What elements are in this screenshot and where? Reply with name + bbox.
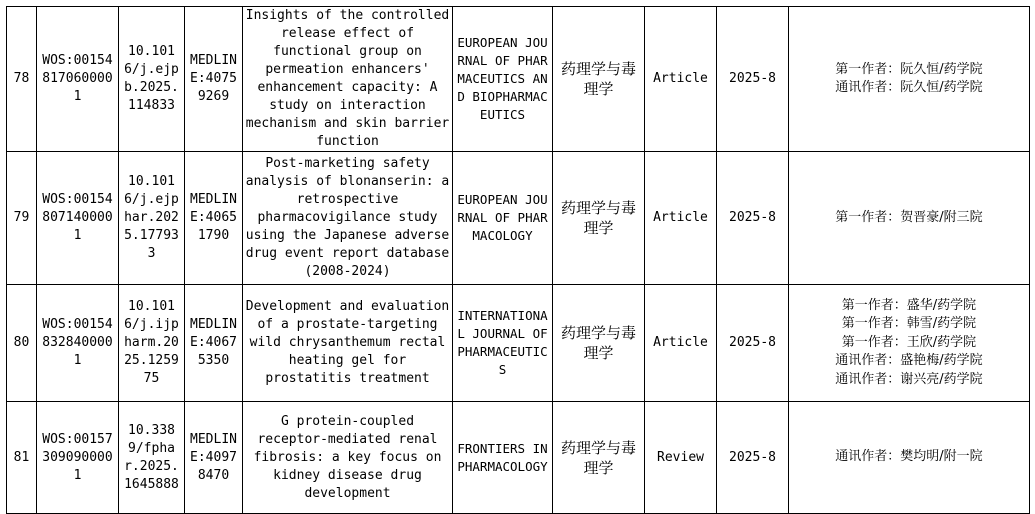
paper-title: G protein-coupled receptor-mediated renal fibrosis: a key focus on kidney disease drug development bbox=[243, 402, 453, 514]
document-type: Article bbox=[645, 285, 717, 402]
paper-title: Post-marketing safety analysis of blonanserin: a retrospective pharmacovigilance study using the Japanese adverse drug event report database (2008-2024) bbox=[243, 152, 453, 285]
publication-date: 2025-8 bbox=[717, 402, 789, 514]
doi: 10.1016/j.ejpb.2025.114833 bbox=[119, 7, 185, 152]
row-number: 81 bbox=[7, 402, 37, 514]
publication-date: 2025-8 bbox=[717, 285, 789, 402]
author-line: 通讯作者：阮久恒/药学院 bbox=[835, 80, 983, 95]
row-number: 78 bbox=[7, 7, 37, 152]
author-list bbox=[789, 7, 1030, 152]
paper-title: Development and evaluation of a prostate-targeting wild chrysanthemum rectal heating gel for prostatitis treatment bbox=[243, 285, 453, 402]
wos-id: WOS:001548071400001 bbox=[37, 152, 119, 285]
author-line: 通讯作者：盛艳梅/药学院 bbox=[835, 353, 983, 369]
author-line: 第一作者：阮久恒/药学院 bbox=[835, 61, 983, 77]
publication-date: 2025-8 bbox=[717, 7, 789, 152]
author-line: 第一作者：贺晋豪/附三院 bbox=[835, 209, 983, 225]
journal-name: FRONTIERS IN PHARMACOLOGY bbox=[453, 402, 553, 514]
wos-id: WOS:001548328400001 bbox=[37, 285, 119, 402]
medline-id: MEDLINE:40651790 bbox=[185, 152, 243, 285]
table-row bbox=[7, 152, 1030, 285]
author-line: 第一作者：韩雪/药学院 bbox=[841, 316, 977, 332]
subject-category: 药理学与毒理学 bbox=[553, 7, 645, 152]
journal-name: INTERNATIONAL JOURNAL OF PHARMACEUTICS bbox=[453, 285, 553, 402]
publication-date: 2025-8 bbox=[717, 152, 789, 285]
author-list bbox=[789, 152, 1030, 285]
document-type: Review bbox=[645, 402, 717, 514]
medline-id: MEDLINE:40675350 bbox=[185, 285, 243, 402]
author-line: 第一作者：王欣/药学院 bbox=[841, 334, 977, 350]
author-line: 通讯作者：樊均明/附一院 bbox=[835, 449, 983, 465]
medline-id: MEDLINE:40759269 bbox=[185, 7, 243, 152]
author-list bbox=[789, 402, 1030, 514]
medline-id: MEDLINE:40978470 bbox=[185, 402, 243, 514]
table-row bbox=[7, 285, 1030, 402]
author-line: 通讯作者：谢兴亮/药学院 bbox=[835, 371, 983, 387]
journal-name: EUROPEAN JOURNAL OF PHARMACEUTICS AND BIOPHARMACEUTICS bbox=[453, 7, 553, 152]
subject-category: 药理学与毒理学 bbox=[553, 402, 645, 514]
wos-id: WOS:001548170600001 bbox=[37, 7, 119, 152]
paper-title: Insights of the controlled release effect of functional group on permeation enhancers' enhancement capacity: A study on interaction mechanism and skin barrier function bbox=[243, 7, 453, 152]
publication-table bbox=[6, 6, 1030, 514]
subject-category: 药理学与毒理学 bbox=[553, 152, 645, 285]
row-number: 80 bbox=[7, 285, 37, 402]
table-row bbox=[7, 7, 1030, 152]
doi: 10.1016/j.ijpharm.2025.125975 bbox=[119, 285, 185, 402]
row-number: 79 bbox=[7, 152, 37, 285]
author-line: 第一作者：盛华/药学院 bbox=[841, 297, 977, 313]
journal-name: EUROPEAN JOURNAL OF PHARMACOLOGY bbox=[453, 152, 553, 285]
document-type: Article bbox=[645, 7, 717, 152]
author-list bbox=[789, 285, 1030, 402]
table-row bbox=[7, 402, 1030, 514]
doi: 10.3389/fphar.2025.1645888 bbox=[119, 402, 185, 514]
wos-id: WOS:001573090900001 bbox=[37, 402, 119, 514]
doi: 10.1016/j.ejphar.2025.177933 bbox=[119, 152, 185, 285]
document-type: Article bbox=[645, 152, 717, 285]
subject-category: 药理学与毒理学 bbox=[553, 285, 645, 402]
